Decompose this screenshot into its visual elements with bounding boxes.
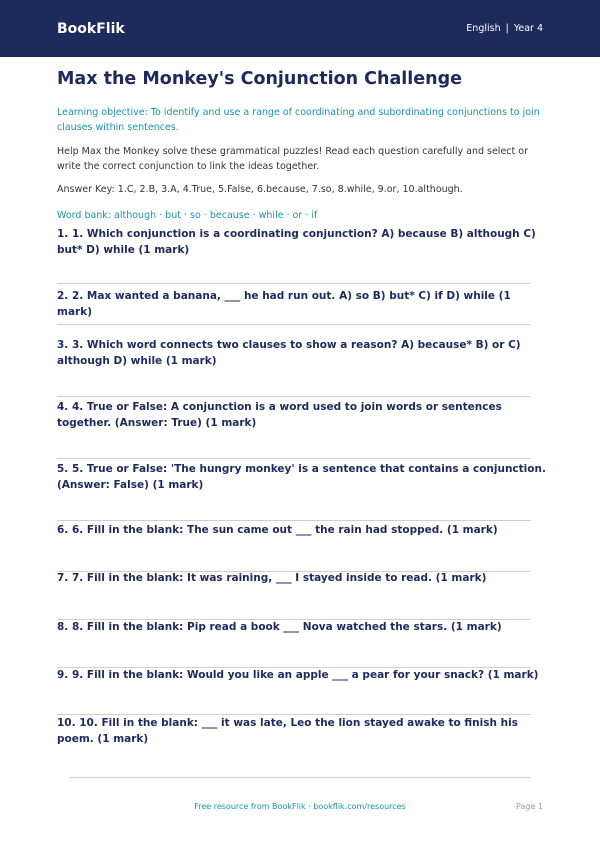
header-meta bbox=[466, 23, 543, 34]
page-number: Page 1 bbox=[516, 802, 543, 811]
footer-resource-link[interactable]: Free resource from BookFlik · bookflik.com/resources bbox=[194, 802, 406, 811]
page-title: Max the Monkey's Conjunction Challenge bbox=[57, 69, 462, 89]
answer-line-2[interactable] bbox=[57, 324, 531, 325]
question-4: 4. 4. True or False: A conjunction is a word used to join words or sentences together. (Answer: True) (1 mark) bbox=[57, 401, 502, 429]
question-7: 7. 7. Fill in the blank: It was raining, ___ I stayed inside to read. (1 mark) bbox=[57, 572, 487, 584]
subject-label: English bbox=[466, 23, 501, 34]
question-5: 5. 5. True or False: 'The hungry monkey' is a sentence that contains a conjunction. (Answer: False) (1 mark) bbox=[57, 463, 546, 491]
answer-line-4[interactable] bbox=[57, 458, 531, 459]
page-header bbox=[0, 0, 600, 57]
word-bank: Word bank: although · but · so · because · while · or · if bbox=[57, 209, 318, 221]
learning-objective: Learning objective: To identify and use a range of coordinating and subordinating conjunctions to join clauses within sentences. bbox=[57, 106, 540, 133]
question-3: 3. 3. Which word connects two clauses to show a reason? A) because* B) or C) although D) while (1 mark) bbox=[57, 339, 521, 367]
question-8: 8. 8. Fill in the blank: Pip read a book ___ Nova watched the stars. (1 mark) bbox=[57, 621, 502, 633]
brand-name: BookFlik bbox=[57, 20, 125, 37]
question-9: 9. 9. Fill in the blank: Would you like an apple ___ a pear for your snack? (1 mark) bbox=[57, 669, 539, 681]
answer-line-3[interactable] bbox=[57, 396, 531, 397]
answer-line-5[interactable] bbox=[57, 520, 531, 521]
level-label: Year 4 bbox=[513, 23, 543, 34]
question-1: 1. 1. Which conjunction is a coordinating conjunction? A) because B) although C) but* D) while (1 mark) bbox=[57, 228, 536, 256]
question-10: 10. 10. Fill in the blank: ___ it was late, Leo the lion stayed awake to finish his poem. (1 mark) bbox=[57, 717, 518, 745]
question-2: 2. 2. Max wanted a banana, ___ he had run out. A) so B) but* C) if D) while (1 mark) bbox=[57, 290, 511, 318]
meta-separator: | bbox=[505, 23, 509, 34]
worksheet-intro bbox=[0, 69, 600, 223]
answer-key: Answer Key: 1.C, 2.B, 3.A, 4.True, 5.False, 6.because, 7.so, 8.while, 9.or, 10.although. bbox=[57, 183, 463, 195]
question-6: 6. 6. Fill in the blank: The sun came out ___ the rain had stopped. (1 mark) bbox=[57, 524, 498, 536]
footer-divider bbox=[70, 777, 530, 778]
instructions: Help Max the Monkey solve these grammatical puzzles! Read each question carefully and select or write the correct conjunction to link the ideas together. bbox=[57, 145, 528, 172]
answer-line-1[interactable] bbox=[57, 283, 531, 284]
